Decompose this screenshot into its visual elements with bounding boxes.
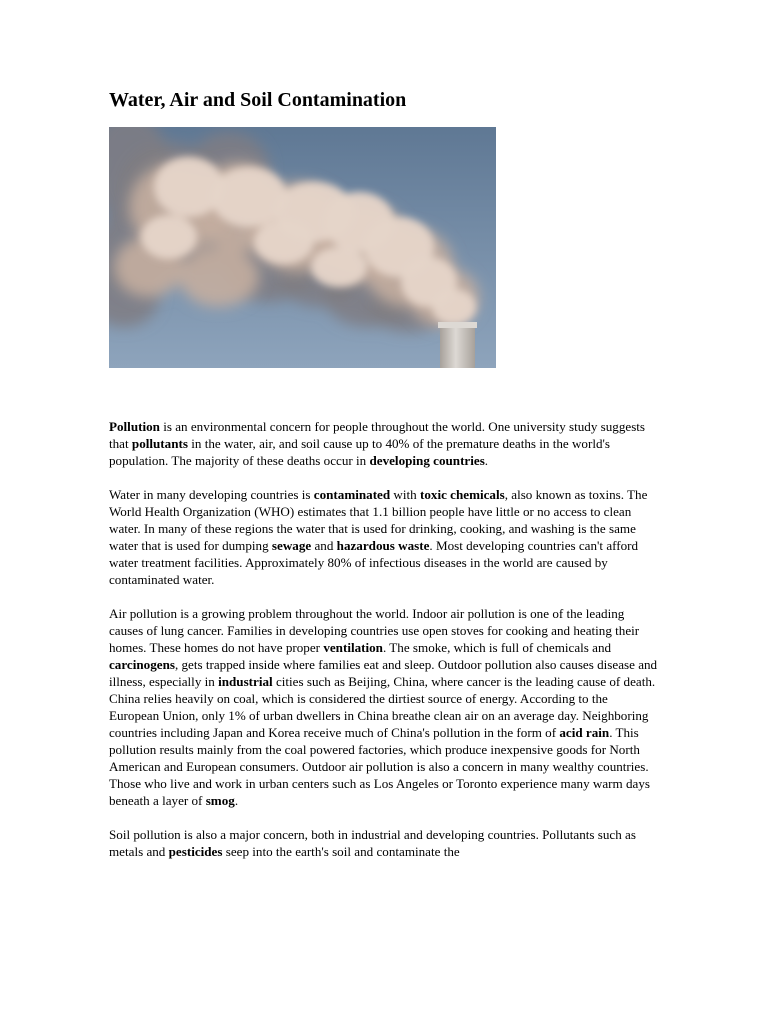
text-run: and [311, 538, 337, 553]
text-run: . [484, 453, 489, 468]
smokestack [438, 322, 477, 368]
smokestack-photo [109, 127, 496, 368]
bold-term: industrial [218, 674, 273, 689]
bold-term: smog [205, 793, 235, 808]
bold-term: carcinogens [109, 657, 175, 672]
bold-term: toxic chemicals [419, 487, 505, 502]
bold-term: acid rain [559, 725, 610, 740]
text-run: seep into the earth's soil and contaminate the [222, 844, 460, 859]
text-run: Air pollution is a growing problem throughout the world. Indoor air pollution is one of the leading causes of lung cancer. Families in developing countries use open stoves for cooking and heating their homes. These homes do not have proper [109, 606, 640, 655]
bold-term: contaminated [313, 487, 391, 502]
bold-term: pollutants [131, 436, 188, 451]
article-body [109, 418, 661, 877]
text-run: Soil pollution is also a major concern, both in industrial and developing countries. Pollutants such as metals and [109, 827, 636, 859]
text-run: , also known as toxins. The World Health Organization (WHO) estimates that 1.1 billion people have little or no access to clean water. In many of these regions the water that is used for drinking, cooking, and washing is the same water that is used for dumping [109, 487, 648, 553]
text-run: . [234, 793, 239, 808]
text-run: . Most developing countries can't afford water treatment facilities. Approximately 80% of infectious diseases in the world are caused by contaminated water. [109, 538, 639, 587]
text-run: cities such as Beijing, China, where cancer is the leading cause of death. China relies heavily on coal, which is considered the dirtiest source of energy. According to the European Union, only 1% of urban dwellers in China breathe clean air on an average day. Neighboring countries including Japan and Korea receive much of China's pollution in the form of [109, 674, 656, 740]
text-run: Water in many developing countries is [109, 487, 314, 502]
paragraph [109, 605, 661, 809]
bold-term: pesticides [168, 844, 223, 859]
text-run: with [390, 487, 420, 502]
bold-term: developing countries [369, 453, 485, 468]
paragraph [109, 418, 661, 469]
text-run: in the water, air, and soil cause up to 40% of the premature deaths in the world's population. The majority of these deaths occur in [109, 436, 610, 468]
text-run: . This pollution results mainly from the coal powered factories, which produce inexpensive goods for North American and European consumers. Outdoor air pollution is also a concern in many wealthy countries. Those who live and work in urban centers such as Los Angeles or Toronto experience many warm days beneath a layer of [109, 725, 650, 808]
document-title: Water, Air and Soil Contamination [109, 89, 407, 111]
bold-term: ventilation [323, 640, 383, 655]
text-run: , gets trapped inside where families eat and sleep. Outdoor pollution also causes disease and illness, especially in [109, 657, 658, 689]
bold-term: Pollution [109, 419, 160, 434]
text-run: is an environmental concern for people throughout the world. One university study suggests that [109, 419, 646, 451]
paragraph [109, 486, 661, 588]
paragraph [109, 826, 661, 860]
text-run: . The smoke, which is full of chemicals and [382, 640, 612, 655]
bold-term: sewage [271, 538, 312, 553]
bold-term: hazardous waste [336, 538, 430, 553]
